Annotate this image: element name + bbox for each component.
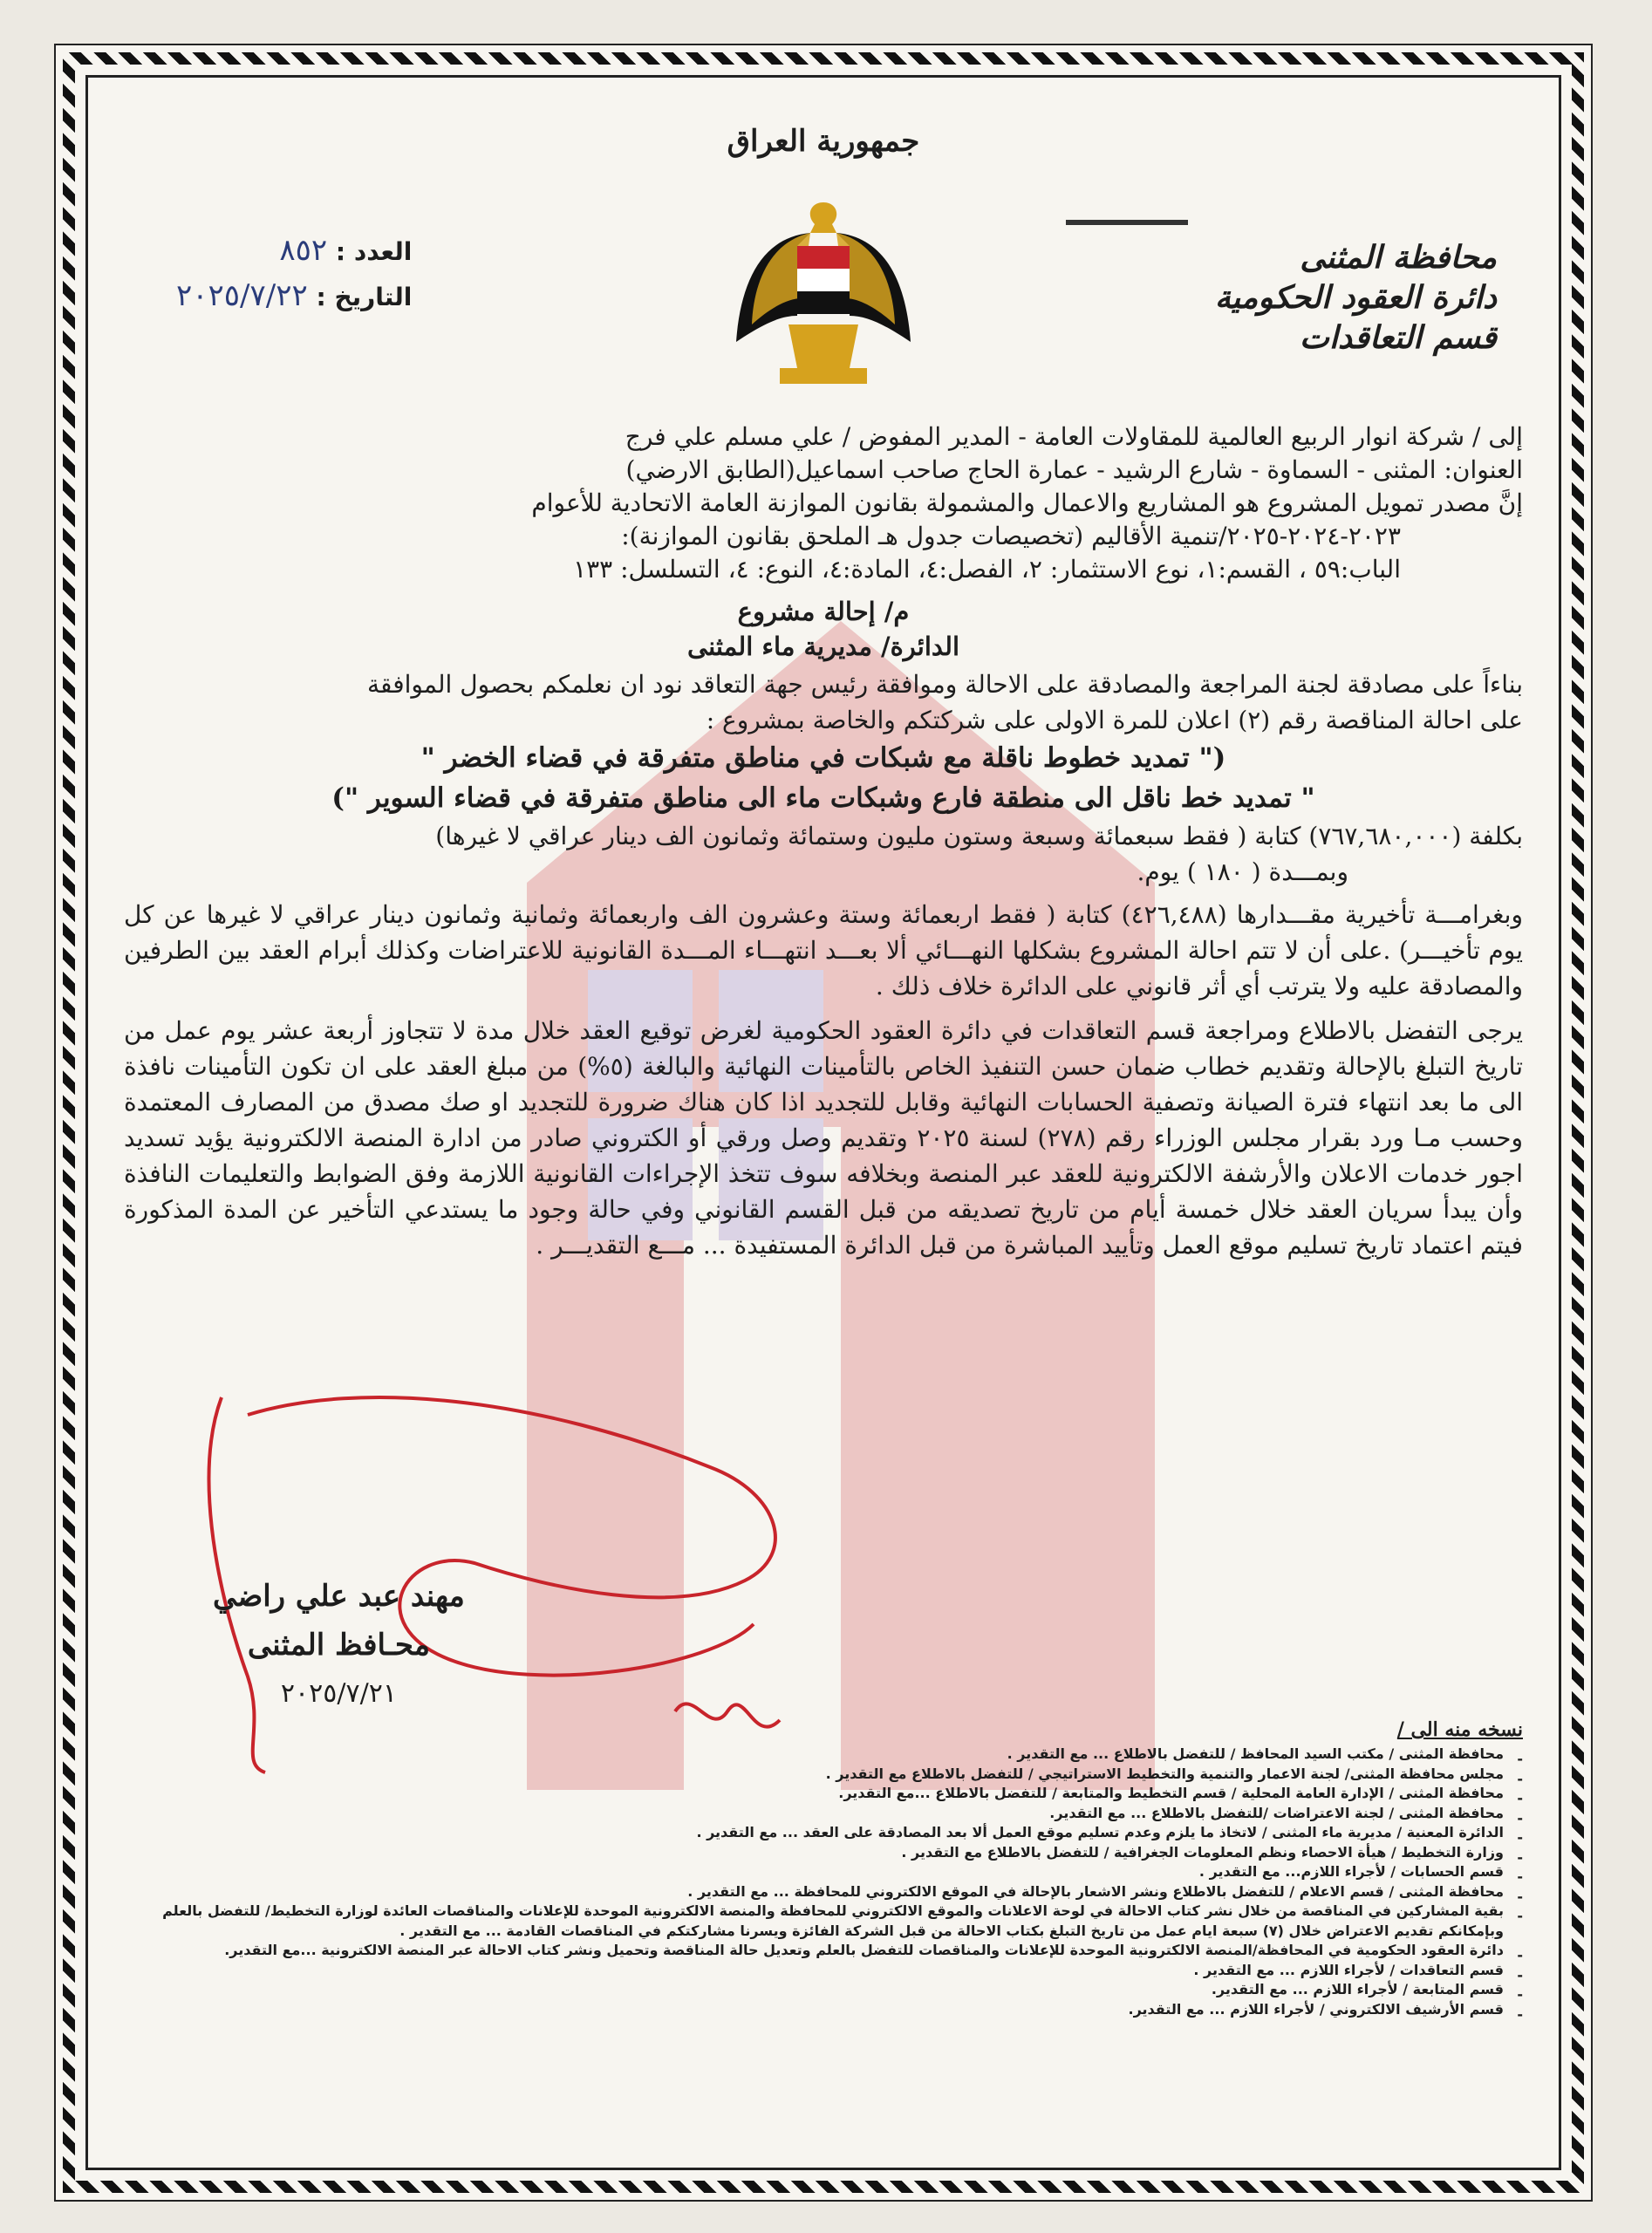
sender-section: قسم التعاقدات [1300, 319, 1497, 356]
copy-item: - الدائرة المعنية / مديرية ماء المثنى / لاتخاذ ما يلزم وعدم تسليم موقع العمل ألا بعد المصادقة على العقد ... مع التقدير . [124, 1823, 1523, 1843]
copies-block [124, 1718, 1523, 2019]
copy-item: - قسم التعاقدات / لأجراء اللازم ... مع التقدير . [124, 1961, 1523, 1981]
address-block [124, 420, 1523, 586]
copies-header: نسخه منه الى / [1396, 1718, 1523, 1741]
copy-item: - دائرة العقود الحكومية في المحافظة/المنصة الالكترونية الموحدة للإعلانات والمناقصات للتفضل بالعلم وتعديل حالة المناقصة وتحميل ونشر كتاب الاحالة عبر المنصة الالكترونية ...مع التقدير. [124, 1941, 1523, 1961]
intro-line-2: على احالة المناقصة رقم (٢) اعلان للمرة الاولى على شركتكم والخاصة بمشروع : [706, 706, 1523, 734]
intro-line-1: بناءاً على مصادقة لجنة المراجعة والمصادقة على الاحالة وموافقة رئيس جهة التعاقد نود ان نعلمكم بحصول الموافقة [367, 670, 1523, 699]
ref-number-row [176, 229, 412, 274]
document-sheet [54, 44, 1593, 2202]
copy-item: - محافظة المثنى / قسم الاعلام / للتفضل بالاطلاع ونشر الاشعار بالإحالة في الموقع الالكتروني للمحافظة ... مع التقدير . [124, 1882, 1523, 1902]
funding-line-1: إنَّ مصدر تمويل المشروع هو المشاريع والاعمال والمشمولة بقانون الموازنة العامة الاتحادية للأعوام [531, 488, 1523, 517]
copy-item: - قسم الحسابات / لأجراء اللازم... مع التقدير . [124, 1862, 1523, 1882]
signature-block [213, 1572, 465, 1718]
copy-item: - محافظة المثنى / مكتب السيد المحافظ / للتفضل بالاطلاع ... مع التقدير . [124, 1745, 1523, 1765]
copies-list [124, 1745, 1523, 2019]
cost-line: بكلفة (٧٦٧,٦٨٠,٠٠٠) كتابة ( فقط سبعمائة وسبعة وستون مليون وستمائة وثمانون الف دينار عراقي لا غيرها) [435, 822, 1523, 850]
budget-chapter-line: الباب:٥٩ ، القسم:١، نوع الاستثمار: ٢، الفصل:٤، المادة:٤، النوع: ٤، التسلسل: ١٣٣ [573, 555, 1401, 584]
ref-number-value: ٨٥٢ [279, 233, 328, 268]
copy-item: - محافظة المثنى / لجنة الاعتراضات /للتفضل بالاطلاع ... مع التقدير. [124, 1804, 1523, 1824]
copy-item: - قسم الأرشيف الالكتروني / لأجراء اللازم ... مع التقدير. [124, 2000, 1523, 2020]
sender-governorate: محافظة المثنى [1300, 239, 1497, 276]
copy-item: - مجلس محافظة المثنى/ لجنة الاعمار والتنمية والتخطيط الاستراتيجي / للتفضل بالاطلاع مع التقدير . [124, 1765, 1523, 1785]
request-paragraph: يرجى التفضل بالاطلاع ومراجعة قسم التعاقدات في دائرة العقود الحكومية لغرض توقيع العقد خلال مدة لا تتجاوز أربعة عشر يوم عمل من تاريخ التبلغ بالإحالة وتقديم خطاب ضمان حسن التنفيذ الخاص بالتأمينات النهائية والبالغة (٥%) من مبلغ العقد على ان تكون التأمينات نافذة الى ما بعد انتهاء فترة الصيانة وتصفية الحسابات النهائية وقابل للتجديد اذا كان هناك ضرورة للتجديد او صك مصدق من المصارف المعتمدة وحسب مـا ورد بقرار مجلس الوزراء رقم (٢٧٨) لسنة ٢٠٢٥ وتقديم وصل ورقي أو الكتروني صادر من ادارة المنصة الالكترونية يؤيد تسديد اجور خدمات الاعلان والأرشفة الالكترونية للعقد عبر المنصة وبخلافه سوف تتخذ الإجراءات القانونية اللازمة وفق الضوابط والتعليمات النافذة وأن يبدأ سريان العقد خلال خمسة أيام من تاريخ تصديقه من قبل القسم القانوني وفي حالة وجود ما يستدعي التأخير عن المدة المذكورة فيتم اعتماد تاريخ تسليم موقع العمل وتأييد المباشرة من قبل الدائرة المستفيدة ... مـــع التقديـــر . [124, 1016, 1523, 1260]
recipient-line: إلى / شركة انوار الربيع العالمية للمقاولات العامة - المدير المفوض / علي مسلم علي فرج [625, 422, 1523, 451]
subject-line: م/ إحالة مشروع [737, 597, 910, 626]
letter-header [124, 159, 1523, 420]
letter-body [124, 666, 1523, 1263]
copy-item: - قسم المتابعة / لأجراء اللازم ... مع التقدير. [124, 1980, 1523, 2000]
ref-number-label: العدد : [335, 237, 413, 266]
ref-date-row [176, 274, 412, 319]
iraq-eagle-emblem-icon [727, 194, 919, 394]
project-name-1: (" تمديد خطوط ناقلة مع شبكات في مناطق متفرقة في قضاء الخضر " [420, 742, 1226, 774]
ref-date-label: التاريخ : [316, 283, 413, 311]
project-name-2: " تمديد خط ناقل الى منطقة فارع وشبكات ماء الى مناطق متفرقة في قضاء السوير ") [331, 782, 1315, 814]
ref-date-value: ٢٠٢٥/٧/٢٢ [176, 278, 308, 313]
department-line: الدائرة/ مديرية ماء المثنى [686, 632, 960, 661]
penalty-paragraph: وبغرامـــة تأخيرية مقـــدارها (٤٢٦,٤٨٨) كتابة ( فقط اربعمائة وستة وعشرون الف واربعمائة وثمانية وثمانون دينار عراقي لا غيرها عن كل يوم تأخيـــر) .على أن لا تتم احالة المشروع بشكلها النهـــائي ألا بعـــد انتهـــاء المـــدة القانونية للاعتراضات وكذلك أبرام العقد بين الطرفين والمصادقة عليه ولا يترتب أي أثر قانوني على الدائرة خلاف ذلك . [124, 900, 1524, 1000]
signatory-name: مهند عبد علي راضي [213, 1579, 465, 1614]
reference-block [176, 229, 412, 319]
copy-item: - بقية المشاركين في المناقصة من خلال نشر كتاب الاحالة في لوحة الاعلانات والموقع الالكتروني للمحافظة والمنصة الالكترونية الموحدة للإعلانات والمناقصات العائدة لوزارة التخطيط/ للتفضل بالعلم وبإمكانكم تقديم الاعتراض خلال (٧) سبعة ايام عمل من تاريخ التبلغ بكتاب الاحالة من قبل الشركة الفائزة ويسرنا مشاركتكم في المناقصات القادمة ... مع التقدير . [124, 1902, 1523, 1941]
republic-heading: جمهورية العراق [727, 124, 920, 159]
copy-item: - وزارة التخطيط / هيأة الاحصاء ونظم المعلومات الجغرافية / للتفضل بالاطلاع مع التقدير . [124, 1843, 1523, 1863]
duration-line: وبمـــدة ( ١٨٠ ) يوم. [1137, 857, 1348, 886]
header-divider [1066, 220, 1188, 225]
sender-block [1215, 237, 1497, 358]
sender-directorate: دائرة العقود الحكومية [1214, 279, 1497, 316]
copy-item: - محافظة المثنى / الإدارة العامة المحلية / قسم التخطيط والمتابعة / للتفضل بالاطلاع ...مع التقدير. [124, 1784, 1523, 1804]
funding-line-2: ٢٠٢٣-٢٠٢٤-٢٠٢٥/تنمية الأقاليم (تخصيصات جدول هـ الملحق بقانون الموازنة): [621, 522, 1401, 550]
letter-content [124, 98, 1523, 1263]
signature-date: ٢٠٢٥/٧/٢١ [280, 1678, 397, 1709]
signatory-title: محـافظ المثنى [247, 1628, 431, 1663]
address-line: العنوان: المثنى - السماوة - شارع الرشيد - عمارة الحاج صاحب اسماعيل(الطابق الارضي) [625, 455, 1523, 484]
